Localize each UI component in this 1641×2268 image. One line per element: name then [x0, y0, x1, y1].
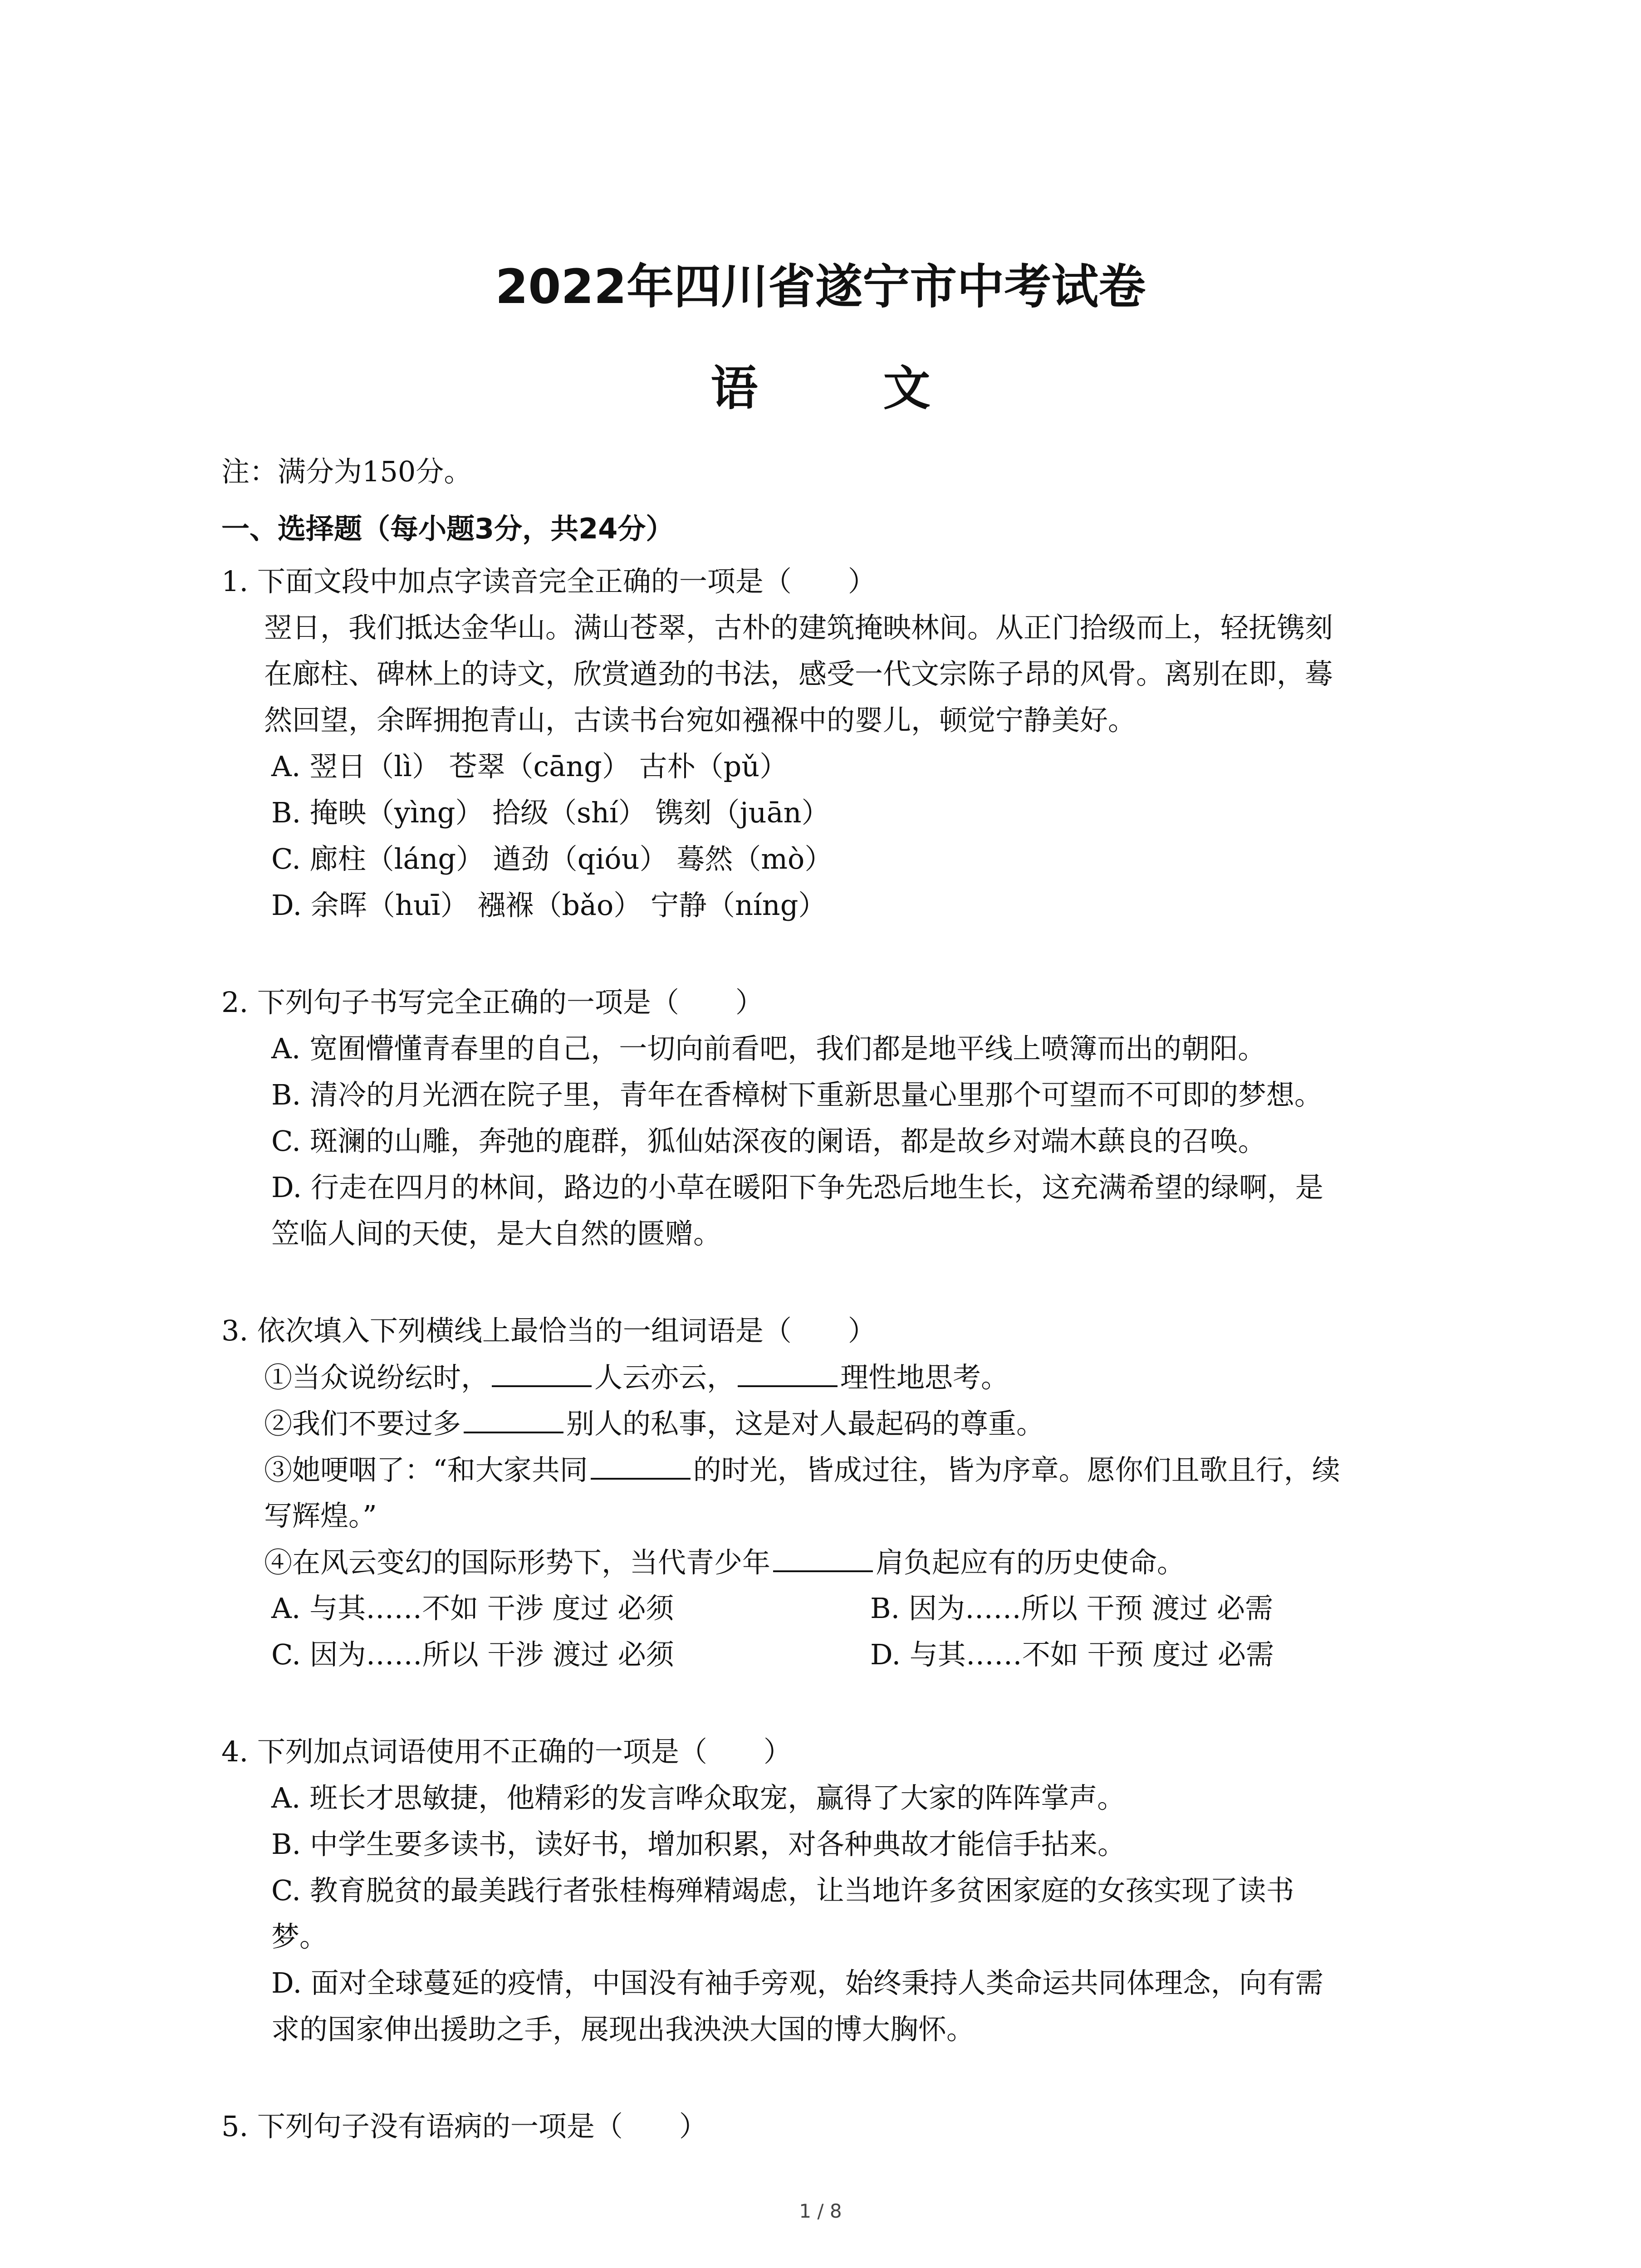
q4-option-c-cont: 梦。	[271, 1920, 328, 1953]
q2-option-a: A. 宽囿懵懂青春里的自己，一切向前看吧，我们都是地平线上喷簿而出的朝阳。	[271, 1032, 1266, 1065]
section-heading: 一、选择题（每小题3分，共24分）	[221, 512, 674, 545]
page-number: 1 / 8	[799, 2200, 842, 2222]
q3-s3-text: 的时光，皆成过往，皆为序章。愿你们且歌且行，续	[693, 1453, 1340, 1486]
answer-blank	[464, 1405, 563, 1433]
answer-blank	[591, 1452, 691, 1480]
q3-option-a: A. 与其……不如 干涉 度过 必须	[271, 1592, 674, 1625]
q3-sentence-3	[264, 1452, 1340, 1488]
q1-option-c: C. 廊柱（láng） 遒劲（qióu） 蓦然（mò）	[271, 842, 833, 875]
question-5-stem: 5. 下列句子没有语病的一项是（ ）	[221, 2110, 707, 2143]
question-1-stem: 1. 下面文段中加点字读音完全正确的一项是（ ）	[221, 565, 876, 598]
q3-s2-text: 别人的私事，这是对人最起码的尊重。	[566, 1407, 1045, 1440]
q1-passage-line: 然回望，余晖拥抱青山，古读书台宛如襁褓中的婴儿，顿觉宁静美好。	[264, 704, 1136, 737]
q2-option-b: B. 清冷的月光洒在院子里，青年在香樟树下重新思量心里那个可望而不可即的梦想。	[271, 1078, 1323, 1111]
q4-option-b: B. 中学生要多读书，读好书，增加积累，对各种典故才能信手拈来。	[271, 1828, 1126, 1861]
q2-option-d: D. 行走在四月的林间，路边的小草在暖阳下争先恐后地生长，这充满希望的绿啊，是	[271, 1171, 1323, 1204]
q3-options-row-2	[271, 1637, 1274, 1673]
question-3-stem: 3. 依次填入下列横线上最恰当的一组词语是（ ）	[221, 1314, 876, 1347]
q3-option-c: C. 因为……所以 干涉 渡过 必须	[271, 1638, 674, 1671]
answer-blank	[738, 1359, 838, 1387]
q3-option-b: B. 因为……所以 干预 渡过 必需	[870, 1592, 1274, 1625]
q3-s4-text: ④在风云变幻的国际形势下，当代青少年	[264, 1546, 771, 1579]
q4-option-d: D. 面对全球蔓延的疫情，中国没有袖手旁观，始终秉持人类命运共同体理念，向有需	[271, 1966, 1323, 1999]
q3-s2-text: ②我们不要过多	[264, 1407, 461, 1440]
q2-option-c: C. 斑澜的山雕，奔弛的鹿群，狐仙姑深夜的阑语，都是故乡对端木蕻良的召唤。	[271, 1124, 1266, 1158]
q3-sentence-1	[264, 1359, 1009, 1396]
q1-option-b: B. 掩映（yìng） 拾级（shí） 镌刻（juān）	[271, 796, 830, 829]
q1-option-d: D. 余晖（huī） 襁褓（bǎo） 宁静（níng）	[271, 889, 827, 922]
q3-options-row-1	[271, 1590, 1274, 1627]
q1-option-a: A. 翌日（lì） 苍翠（cāng） 古朴（pǔ）	[271, 750, 788, 783]
q1-passage-line: 在廊柱、碑林上的诗文，欣赏遒劲的书法，感受一代文宗陈子昂的风骨。离别在即，蓦	[264, 657, 1333, 690]
q3-sentence-3-cont: 写辉煌。”	[264, 1499, 377, 1532]
question-4-stem: 4. 下列加点词语使用不正确的一项是（ ）	[221, 1735, 792, 1768]
q4-option-c: C. 教育脱贫的最美践行者张桂梅殚精竭虑，让当地许多贫困家庭的女孩实现了读书	[271, 1874, 1294, 1907]
subject-title: 语 文	[710, 361, 985, 416]
q3-sentence-4	[264, 1544, 1185, 1581]
q3-s1-text: 理性地思考。	[840, 1361, 1009, 1394]
q3-s1-text: ①当众说纷纭时，	[264, 1361, 490, 1394]
q3-s4-text: 肩负起应有的历史使命。	[876, 1546, 1185, 1579]
q2-option-d-cont: 笠临人间的天使，是大自然的匮赠。	[271, 1217, 722, 1250]
q3-option-d: D. 与其……不如 干预 度过 必需	[870, 1638, 1274, 1671]
score-note: 注：满分为150分。	[221, 455, 472, 488]
question-2-stem: 2. 下列句子书写完全正确的一项是（ ）	[221, 986, 764, 1019]
q3-sentence-2	[264, 1405, 1044, 1442]
q3-s3-text: ③她哽咽了：“和大家共同	[264, 1453, 588, 1486]
q4-option-d-cont: 求的国家伸出援助之手，展现出我泱泱大国的博大胸怀。	[271, 2013, 975, 2046]
q3-s1-text: 人云亦云，	[594, 1361, 735, 1394]
exam-title: 2022年四川省遂宁市中考试卷	[495, 259, 1146, 314]
answer-blank	[492, 1359, 592, 1387]
q4-option-a: A. 班长才思敏捷，他精彩的发言哗众取宠，赢得了大家的阵阵掌声。	[271, 1781, 1126, 1814]
q1-passage-line: 翌日，我们抵达金华山。满山苍翠，古朴的建筑掩映林间。从正门拾级而上，轻抚镌刻	[264, 611, 1333, 644]
answer-blank	[773, 1544, 873, 1572]
